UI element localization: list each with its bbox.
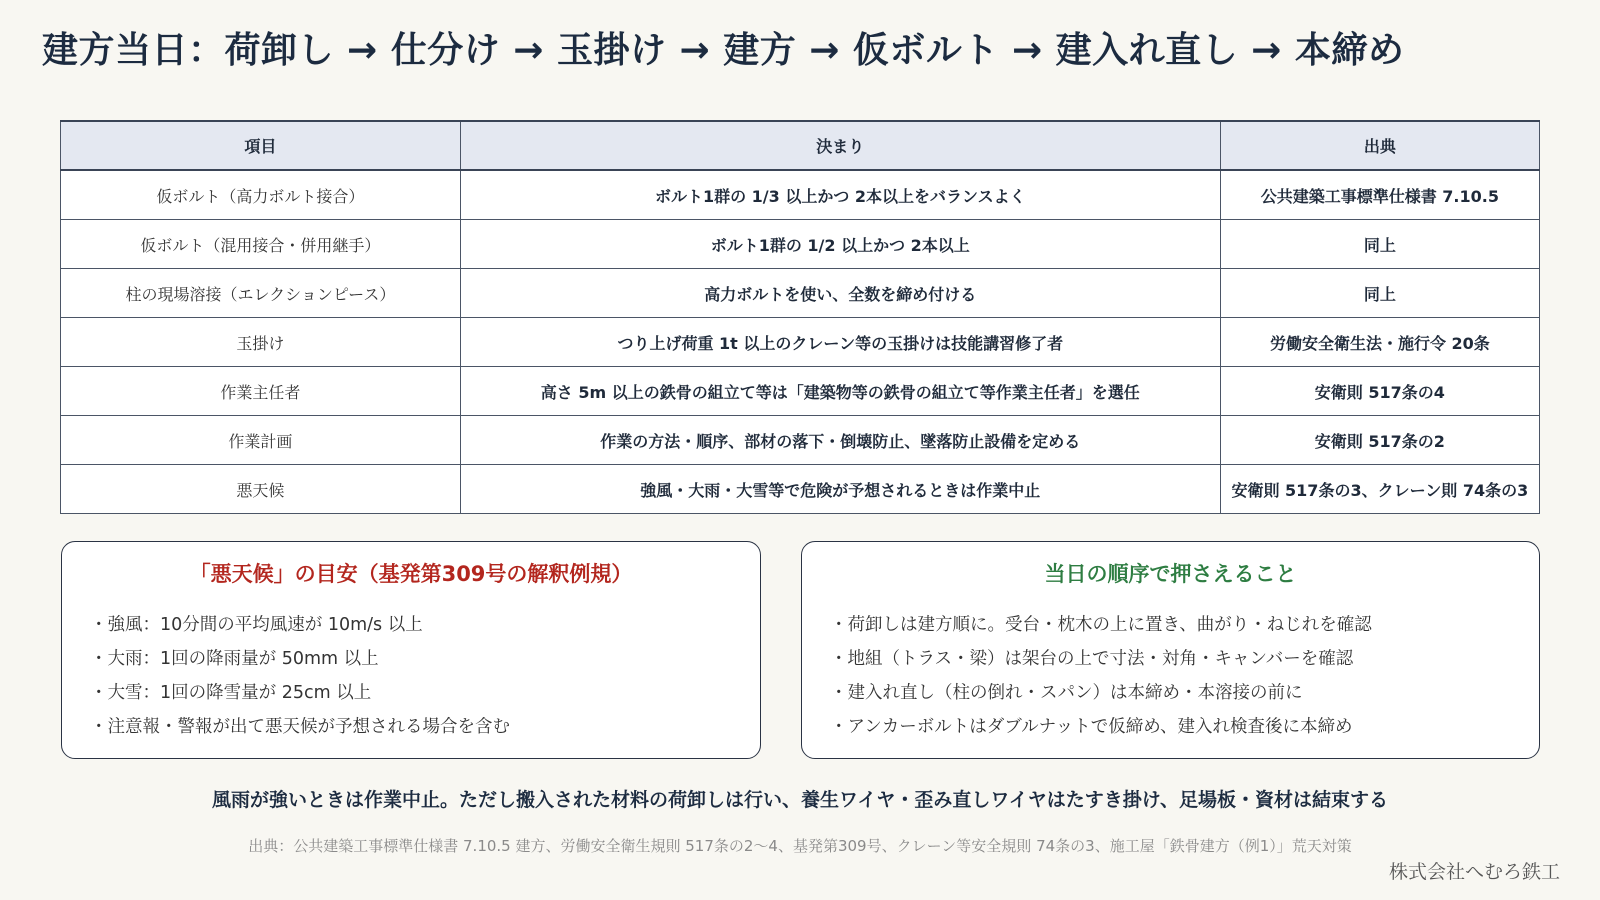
cell-rule: つり上げ荷重 1t 以上のクレーン等の玉掛けは技能講習修了者 xyxy=(460,318,1220,367)
cell-source: 同上 xyxy=(1220,220,1539,269)
bad-weather-criteria-title: 「悪天候」の目安（基発第309号の解釈例規） xyxy=(189,562,633,586)
cell-source: 公共建築工事標準仕様書 7.10.5 xyxy=(1220,170,1539,220)
cell-item: 柱の現場溶接（エレクションピース） xyxy=(61,269,461,318)
cell-source: 安衛則 517条の2 xyxy=(1220,416,1539,465)
bad-weather-criteria-list xyxy=(90,608,510,744)
list-item: ・ 建入れ直し（柱の倒れ・スパン）は本締め・本溶接の前に xyxy=(830,676,1372,710)
cell-item: 作業計画 xyxy=(61,416,461,465)
cell-item: 作業主任者 xyxy=(61,367,461,416)
table-header-row xyxy=(61,121,1540,170)
list-item: ・ 荷卸しは建方順に。受台・枕木の上に置き、曲がり・ねじれを確認 xyxy=(830,608,1372,642)
column-header-item: 項目 xyxy=(61,121,461,170)
bottom-note: 風雨が強いときは作業中止。ただし搬入された材料の荷卸しは行い、養生ワイヤ・歪み直しワイヤはたすき掛け、足場板・資材は結束する xyxy=(211,789,1389,811)
cell-source: 労働安全衛生法・施行令 20条 xyxy=(1220,318,1539,367)
table-row xyxy=(61,367,1540,416)
table-row xyxy=(61,465,1540,514)
table-row xyxy=(61,416,1540,465)
day-sequence-points-title: 当日の順序で押さえること xyxy=(1044,562,1297,586)
page-title: 建方当日：荷卸し → 仕分け → 玉掛け → 建方 → 仮ボルト → 建入れ直し → 本締め xyxy=(42,30,1405,71)
cell-item: 仮ボルト（高力ボルト接合） xyxy=(61,170,461,220)
cell-rule: ボルト1群の 1/3 以上かつ 2本以上をバランスよく xyxy=(460,170,1220,220)
list-item: ・ 大雨：1回の降雨量が 50mm 以上 xyxy=(90,642,510,676)
cell-source: 同上 xyxy=(1220,269,1539,318)
cell-item: 悪天候 xyxy=(61,465,461,514)
cell-rule: 強風・大雨・大雪等で危険が予想されるときは作業中止 xyxy=(460,465,1220,514)
cell-rule: 高力ボルトを使い、全数を締め付ける xyxy=(460,269,1220,318)
cell-rule: 作業の方法・順序、部材の落下・倒壊防止、墜落防止設備を定める xyxy=(460,416,1220,465)
table-row xyxy=(61,269,1540,318)
day-sequence-points-box xyxy=(801,541,1540,759)
cell-rule: ボルト1群の 1/2 以上かつ 2本以上 xyxy=(460,220,1220,269)
list-item: ・ 注意報・警報が出て悪天候が予想される場合を含む xyxy=(90,710,510,744)
list-item: ・ 地組（トラス・梁）は架台の上で寸法・対角・キャンバーを確認 xyxy=(830,642,1372,676)
column-header-rule: 決まり xyxy=(460,121,1220,170)
list-item: ・ アンカーボルトはダブルナットで仮締め、建入れ検査後に本締め xyxy=(830,710,1372,744)
source-note: 出典：公共建築工事標準仕様書 7.10.5 建方、労働安全衛生規則 517条の2〜4、基発第309号、クレーン等安全規則 74条の3、施工屋「鉄骨建方（例1）」荒天対策 xyxy=(248,837,1352,855)
table-row xyxy=(61,220,1540,269)
cell-source: 安衛則 517条の4 xyxy=(1220,367,1539,416)
cell-source: 安衛則 517条の3、クレーン則 74条の3 xyxy=(1220,465,1539,514)
column-header-source: 出典 xyxy=(1220,121,1539,170)
table-row xyxy=(61,170,1540,220)
list-item: ・ 強風：10分間の平均風速が 10m/s 以上 xyxy=(90,608,510,642)
rules-table xyxy=(60,120,1540,514)
cell-item: 玉掛け xyxy=(61,318,461,367)
day-sequence-points-list xyxy=(830,608,1372,744)
bad-weather-criteria-box xyxy=(61,541,761,759)
table-row xyxy=(61,318,1540,367)
cell-item: 仮ボルト（混用接合・併用継手） xyxy=(61,220,461,269)
cell-rule: 高さ 5m 以上の鉄骨の組立て等は「建築物等の鉄骨の組立て等作業主任者」を選任 xyxy=(460,367,1220,416)
company-name: 株式会社へむろ鉄工 xyxy=(1388,861,1560,883)
list-item: ・ 大雪：1回の降雪量が 25cm 以上 xyxy=(90,676,510,710)
